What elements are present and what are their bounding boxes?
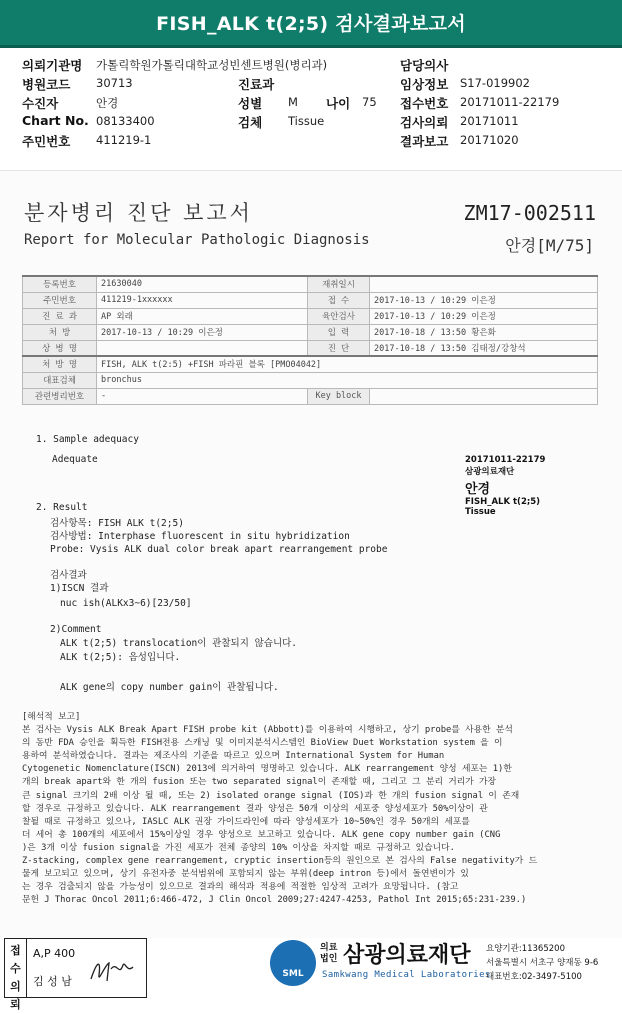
table-key: 재취일시 [308,276,370,292]
interpretation-line: 용하여 분석하였습니다. 결과는 제조사의 기준을 따르고 있으며 International System for Human [22,751,445,762]
interpretation-heading: [해석적 보고] [22,712,81,722]
request-label: 검사의뢰 [400,115,449,130]
corp-address: 서울특별시 서초구 양재동 9-6 [486,958,599,968]
interpretation-line: )은 3개 이상 fusion signal을 가진 세포가 전체 종양의 10% 이상을 차지할 때로 규정하고 있습니다. [22,842,455,853]
interpretation-line: 더 세어 총 100개의 세포에서 15%이상일 경우 양성으로 보고하고 있습니다. ALK gene copy number gain (CNG [22,829,501,840]
stamp-specimen: Tissue [465,507,496,517]
table-value: 411219-1xxxxxx [97,292,308,308]
table-key: 관련병리번호 [23,388,97,404]
report-patient: 안경[M/75] [505,236,594,255]
table-value [97,340,308,356]
institution-label: 의뢰기관명 [22,58,83,73]
table-key: 대표검체 [23,372,97,388]
table-key: 주민번호 [23,292,97,308]
interpretation-line: Z-stacking, complex gene rearrangement, cryptic insertion등의 원인으로 본 검사의 False negativity가 드 [22,856,538,867]
signer-name: 김 성 남 [33,975,72,988]
table-key: 상 병 명 [23,340,97,356]
iscn-value: nuc ish(ALKx3~6)[23/50] [60,598,192,609]
table-value: 21630040 [97,276,308,292]
table-row [23,276,598,292]
rrn-label: 주민번호 [22,134,71,149]
age-value: 75 [362,95,377,109]
report-title-korean: 분자병리 진단 보고서 [24,201,253,225]
stamp-receipt: 20171011-22179 [465,455,546,465]
ap-code: A,P 400 [33,947,76,960]
interpretation-line: 할 경우로 규정하고 있습니다. ALK rearrangement 결과 양성은 50개 이상의 세포중 양성세포가 50%이상이 관 [22,803,488,814]
receipt-box-label: 접 수 의 뢰 [4,938,27,998]
interpretation [22,711,602,907]
table-key: 입 력 [308,324,370,340]
specimen-value: Tissue [288,114,325,128]
receipt-value: 20171011-22179 [460,95,560,109]
report-banner-title: FISH_ALK t(2;5) 검사결과보고서 [0,0,622,48]
table-row [23,324,598,340]
table-key: 진 료 과 [23,308,97,324]
section-sample-adequacy: 1. Sample adequacy [36,434,139,445]
table-row [23,372,598,388]
info-table [22,275,598,405]
report-number: ZM17-002511 [463,201,596,225]
corp-prefix-line: 의료 [320,943,338,953]
table-value [370,276,598,292]
interpretation-line: 의 동반 FDA 승인을 획득한 FISH전용 스캐닝 및 이미지분석시스템인 BioView Duet Workstation system 을 이 [22,738,503,749]
patient-value: 안경 [96,96,119,110]
result-probe: Probe: Vysis ALK dual color break apart rearrangement probe [50,544,388,555]
interpretation-line: 본 검사는 Vysis ALK Break Apart FISH probe kit (Abbott)를 이용하여 시행하고, 상기 probe를 사용한 분석 [22,725,513,736]
sex-value: M [288,95,298,109]
table-row [23,308,598,324]
corp-english-name: Samkwang Medical Laboratories [322,970,491,980]
chart-value: 08133400 [96,114,155,128]
table-value: 2017-10-13 / 10:29 이은정 [370,308,598,324]
comment-heading: 2)Comment [50,624,102,635]
interpretation-line: 는 경우 검출되지 않을 가능성이 있으므로 결과의 해석과 적용에 적절한 임상적 고려가 요망됩니다. (참고 [22,882,459,893]
result-item: 검사항목: FISH ALK t(2;5) [50,518,184,529]
specimen-label: 검체 [238,115,263,130]
sml-logo-icon [270,940,316,986]
table-row [23,292,598,308]
dept-label: 진료과 [238,77,275,92]
stamp-lab: 삼광의료재단 [465,467,515,477]
table-key: Key block [308,388,370,404]
rrn-value: 411219-1 [96,133,152,147]
chart-label: Chart No. [22,113,89,128]
table-value: 2017-10-13 / 10:29 이은정 [370,292,598,308]
table-value [370,388,598,404]
result-heading: 검사결과 [50,570,87,581]
table-row [23,356,598,372]
result-method: 검사방법: Interphase fluorescent in situ hybridization [50,531,350,542]
table-value: AP 외래 [97,308,308,324]
corp-phone: 대표번호:02-3497-5100 [486,972,582,982]
stamp-patient: 안경 [465,482,491,497]
hospital-code-value: 30713 [96,76,133,90]
interpretation-line: 물게 보고되고 있으며, 상기 유전자중 분석범위에 포함되지 않는 부위(deep intron 등)에서 돌연변이가 있 [22,869,469,880]
table-value: 2017-10-18 / 13:50 김태정/강창석 [370,340,598,356]
table-value: FISH, ALK t(2:5) +FISH 파라핀 블록 [PMO04042] [97,356,598,372]
corp-contact [486,942,598,984]
stamp-test: FISH_ALK t(2;5) [465,497,541,507]
interpretation-line: 찰될 때로 규정하고 있으나, IASLC ALK 권장 가이드라인에 따라 양성세포가 10~50%인 경우 50개의 세포를 [22,816,470,827]
table-key: 접 수 [308,292,370,308]
institution-value: 가톨릭학원가톨릭대학교성빈센트병원(병리과) [96,58,328,72]
table-value: bronchus [97,372,598,388]
table-value: 2017-10-18 / 13:50 황은화 [370,324,598,340]
corp-prefix-line: 법인 [320,954,338,964]
table-key: 등록번호 [23,276,97,292]
reg-value: S17-019902 [460,76,530,90]
section-result: 2. Result [36,502,88,513]
corp-code: 요양기관:11365200 [486,944,565,954]
table-key: 진 단 [308,340,370,356]
table-row [23,340,598,356]
table-key: 처 방 명 [23,356,97,372]
report-date-label: 결과보고 [400,134,449,149]
interpretation-line: 개의 break apart와 한 개의 fusion 또는 two separated signal이 존재할 때, 그리고 그 분리 거리가 가장 [22,777,497,788]
logo-text: SML [282,969,304,979]
footer [0,938,622,1011]
report-date-value: 20171020 [460,133,519,147]
patient-label: 수진자 [22,96,59,111]
doctor-label: 담당의사 [400,58,449,73]
table-value: - [97,388,308,404]
lab-stamp [465,455,545,517]
table-key: 육안검사 [308,308,370,324]
comment-line: ALK t(2;5) translocation이 관찰되지 않습니다. [60,638,298,649]
comment-line: ALK t(2;5): 음성입니다. [60,652,181,663]
reg-label: 임상정보 [400,77,449,92]
scanned-report [0,170,622,940]
request-value: 20171011 [460,114,519,128]
comment-line: ALK gene의 copy number gain이 관찰됩니다. [60,682,279,693]
signature-image [87,955,137,987]
report-title-english: Report for Molecular Pathologic Diagnosis [24,232,370,248]
age-label: 나이 [326,96,351,111]
interpretation-line: 문헌 J Thorac Oncol 2011;6:466-472, J Clin Oncol 2009;27:4247-4253, Pathol Int 2015;65:231-239.) [22,895,527,906]
interpretation-line: Cytogenetic Nomenclature(ISCN) 2013에 의거하여 명명하고 있습니다. ALK rearrangement 양성 세포는 1)한 [22,764,512,775]
signature-block [27,938,147,998]
corp-name: 삼광의료재단 [343,943,471,968]
header-info [0,48,622,152]
interpretation-line: 큰 signal 크기의 2배 이상 될 때, 또는 2) isolated orange signal (IOS)과 한 개의 fusion signal 이 존재 [22,790,520,801]
sample-adequacy-value: Adequate [52,454,98,465]
iscn-heading: 1)ISCN 결과 [50,583,109,594]
hospital-code-label: 병원코드 [22,77,71,92]
corp-prefix [320,943,337,965]
receipt-label: 접수번호 [400,96,449,111]
table-row [23,388,598,404]
table-value: 2017-10-13 / 10:29 이은정 [97,324,308,340]
table-key: 처 방 [23,324,97,340]
sex-label: 성별 [238,96,263,111]
